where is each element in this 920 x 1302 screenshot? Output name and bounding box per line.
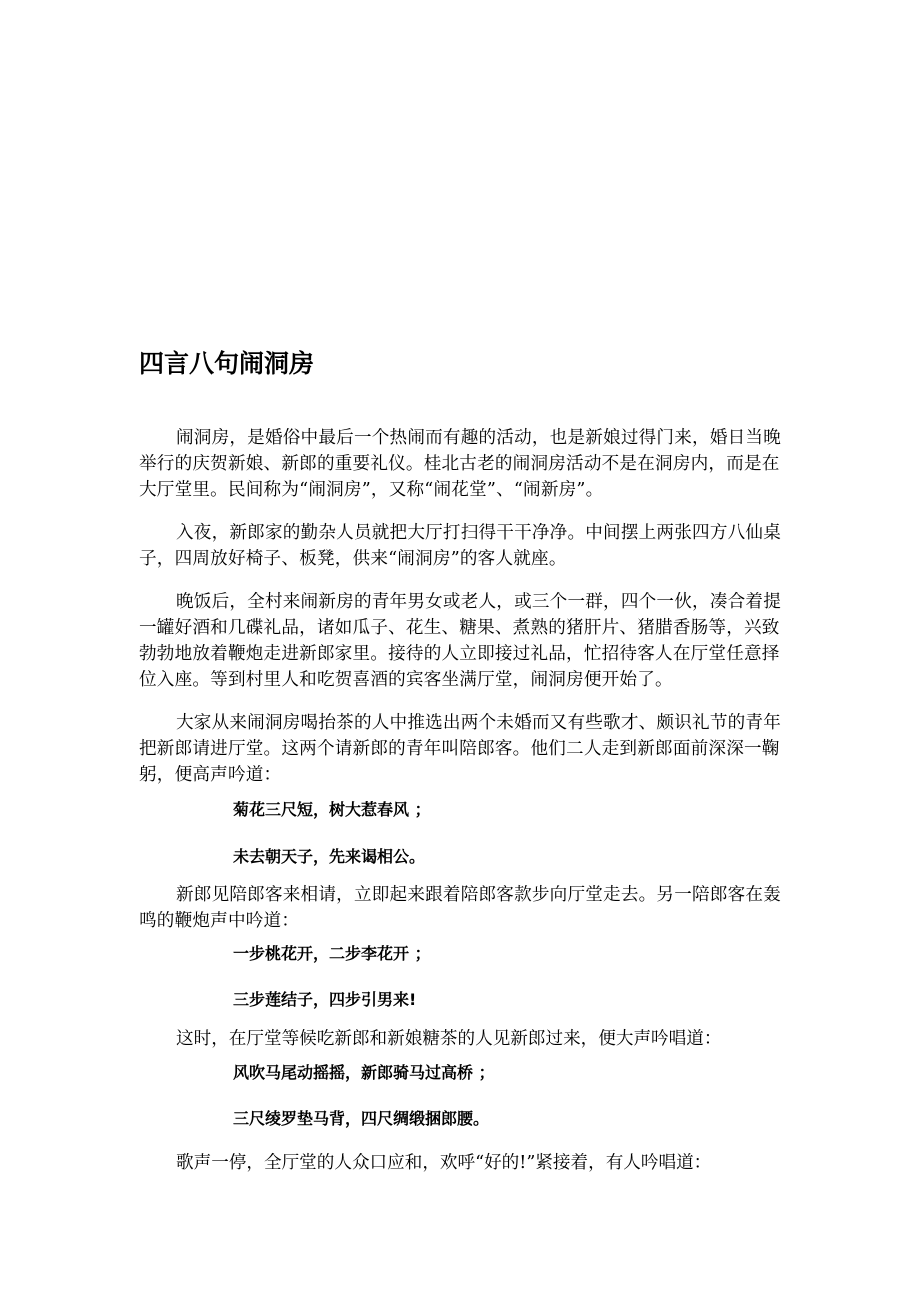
paragraph-evening-preparation: 入夜，新郎家的勤杂人员就把大厅打扫得干干净净。中间摆上两张四方八仙桌子，四周放好椅子、板凳，供来“闹洞房”的客人就座。	[139, 523, 781, 569]
paragraph-intro: 闹洞房，是婚俗中最后一个热闹而有趣的活动，也是新娘过得门来，婚日当晚举行的庆贺新娘、新郎的重要礼仪。桂北古老的闹洞房活动不是在洞房内，而是在大厅堂里。民间称为“闹洞房”，又称“闹花堂”、“闹新房”。	[139, 428, 781, 500]
verse-line: 一步桃花开，二步李花开 ；	[233, 944, 431, 963]
verse-line: 风吹马尾动摇摇，新郎骑马过高桥 ；	[233, 1063, 495, 1082]
paragraph-guests-arrive: 晚饭后，全村来闹新房的青年男女或老人，或三个一群，四个一伙，凑合着提一罐好酒和几碟礼品，诸如瓜子、花生、糖果、煮熟的猪肝片、猪腊香肠等，兴致勃勃地放着鞭炮走进新郎家里。接待的人立即接过礼品，忙招待客人在厅堂任意择位入座。等到村里人和吃贺喜酒的宾客坐满厅堂，闹洞房便开始了。	[139, 592, 781, 690]
narration-line: 这时，在厅堂等候吃新郎和新娘糖茶的人见新郎过来，便大声吟唱道：	[176, 1029, 722, 1049]
narration-line: 歌声一停，全厅堂的人众口应和，欢呼“好的!”紧接着，有人吟唱道：	[176, 1153, 712, 1173]
verse-line: 未去朝天子，先来谒相公。	[233, 847, 426, 866]
paragraph-groom-walks: 新郎见陪郎客来相请，立即起来跟着陪郎客款步向厅堂走去。另一陪郎客在轰鸣的鞭炮声中吟道：	[139, 885, 781, 931]
verse-line: 三步莲结子，四步引男来!	[233, 990, 417, 1009]
verse-line: 三尺绫罗垫马背，四尺绸缎捆郎腰。	[233, 1109, 490, 1128]
verse-line: 菊花三尺短，树大惹春风 ；	[233, 800, 431, 819]
document-title: 四言八句闹洞房	[139, 349, 315, 378]
paragraph-escort-groom: 大家从来闹洞房喝抬茶的人中推选出两个未婚而又有些歌才、颇识礼节的青年把新郎请进厅堂。这两个请新郎的青年叫陪郎客。他们二人走到新郎面前深深一鞠躬，便高声吟道：	[139, 713, 781, 785]
